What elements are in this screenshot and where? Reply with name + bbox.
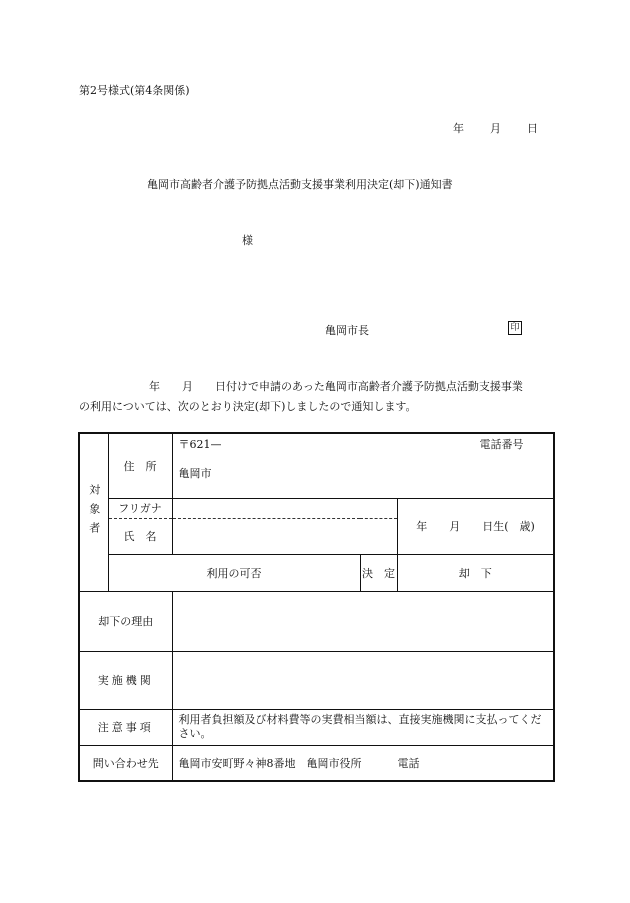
document-title: 亀岡市高齢者介護予防拠点活動支援事業利用決定(却下)通知書	[147, 178, 453, 191]
notes-cell	[172, 709, 554, 745]
subject-label: 対象者	[87, 483, 101, 541]
reject-reason-label: 却下の理由	[98, 615, 154, 628]
availability-label: 利用の可否	[206, 566, 262, 580]
city-name: 亀岡市	[178, 467, 212, 480]
furigana-label-cell	[108, 498, 172, 518]
date-year: 年	[453, 122, 464, 135]
furigana-input[interactable]	[172, 498, 397, 518]
contact-label: 問い合わせ先	[92, 756, 159, 770]
reject-reason-label-cell	[79, 591, 172, 651]
postal-cell[interactable]	[172, 433, 554, 465]
form-number: 第2号様式(第4条関係)	[79, 84, 190, 97]
birth-date-text: 年 月 日生( 歳)	[416, 520, 535, 533]
provider-input[interactable]	[172, 651, 554, 709]
provider-label-cell	[79, 651, 172, 709]
furigana-label: フリガナ	[118, 502, 162, 515]
decision-approved: 決 定	[362, 566, 395, 580]
notes-label: 注意事項	[97, 721, 154, 734]
name-label: 氏 名	[123, 530, 157, 543]
postal-code: 〒621—	[178, 438, 222, 451]
address-label-cell	[108, 433, 172, 498]
availability-label-cell	[108, 554, 360, 591]
name-label-cell	[108, 518, 172, 554]
provider-label: 実施機関	[97, 674, 154, 687]
body-line-2: の利用については、次のとおり決定(却下)しましたので通知します。	[79, 400, 417, 413]
decision-rejected: 却 下	[458, 566, 492, 580]
issue-date	[453, 120, 538, 136]
body-line-1: 年 月 日付けで申請のあった亀岡市高齢者介護予防拠点活動支援事業	[149, 380, 523, 393]
addressee-suffix: 様	[242, 234, 253, 247]
notice-body	[79, 377, 555, 417]
phone-label: 電話番号	[479, 438, 524, 451]
contact-address: 亀岡市安町野々神8番地 亀岡市役所	[178, 756, 362, 770]
address-label: 住 所	[123, 459, 157, 473]
decision-approved-cell[interactable]	[360, 554, 397, 591]
address-cell[interactable]	[172, 465, 554, 498]
contact-label-cell	[79, 745, 172, 781]
date-day: 日	[527, 122, 538, 135]
reject-reason-input[interactable]	[172, 591, 554, 651]
decision-rejected-cell[interactable]	[397, 554, 554, 591]
notice-table	[78, 432, 555, 782]
subject-label-cell	[79, 433, 108, 591]
name-input[interactable]	[172, 518, 397, 554]
notes-label-cell	[79, 709, 172, 745]
notes-text: 利用者負担額及び材料費等の実費相当額は、直接実施機関に支払ってください。	[178, 713, 542, 740]
contact-phone-label: 電話	[397, 756, 420, 770]
contact-cell	[172, 745, 554, 781]
seal-mark: 印	[508, 321, 522, 335]
date-month: 月	[490, 122, 501, 135]
birth-date-cell[interactable]	[397, 498, 554, 554]
issuer-name: 亀岡市長	[325, 324, 369, 337]
